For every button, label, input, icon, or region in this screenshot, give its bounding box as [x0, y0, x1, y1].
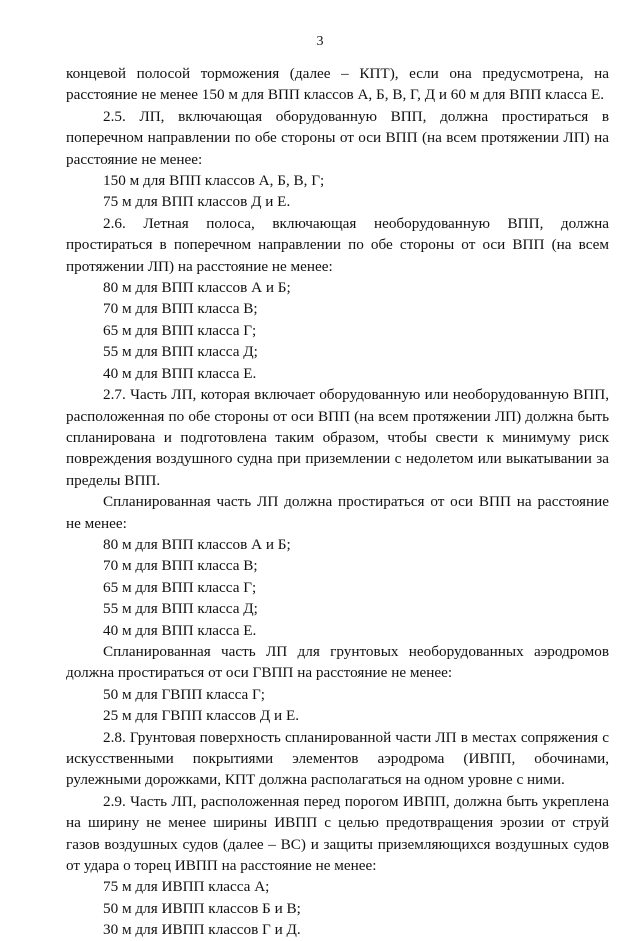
- list-item: 65 м для ВПП класса Г;: [103, 321, 257, 339]
- list-item: 50 м для ИВПП классов Б и В;: [103, 899, 301, 917]
- list-item: 65 м для ВПП класса Г;: [103, 578, 257, 596]
- list-item: 55 м для ВПП класса Д;: [103, 600, 258, 618]
- paragraph-2-7: 2.7. Часть ЛП, которая включает оборудованную или необорудованную ВПП, расположенная по обе стороны от оси ВПП (на всем протяжении ЛП) должна быть спланирована и подготовлена таким образом, чтобы свести к минимуму риск повреждения воздушного судна при приземлении с недолетом или выкатывании за пределы ВПП.: [66, 386, 609, 489]
- paragraph-2-6: 2.6. Летная полоса, включающая необорудованную ВПП, должна простираться в поперечном направлении по обе стороны от оси ВПП (на всем протяжении ЛП) на расстояние не менее:: [66, 214, 609, 275]
- list-item: 30 м для ИВПП классов Г и Д.: [103, 921, 301, 939]
- paragraph-planned: Спланированная часть ЛП должна простираться от оси ВПП на расстояние не менее:: [66, 493, 609, 532]
- list-item: 75 м для ИВПП класса А;: [103, 878, 270, 896]
- list-item: 25 м для ГВПП классов Д и Е.: [103, 707, 300, 725]
- paragraph-2-9: 2.9. Часть ЛП, расположенная перед порогом ИВПП, должна быть укреплена на ширину не менее ширины ИВПП с целью предотвращения эрозии от струй газов воздушных судов (далее – ВС) и защиты приземляющихся воздушных судов от удара о торец ИВПП на расстояние не менее:: [66, 792, 609, 875]
- list-item: 40 м для ВПП класса Е.: [103, 364, 257, 382]
- paragraph-2-8: 2.8. Грунтовая поверхность спланированной части ЛП в местах сопряжения с искусственными покрытиями элементов аэродрома (ИВПП, обочинами, рулежными дорожками, КПТ должна располагаться на одном уровне с ними.: [66, 728, 609, 789]
- list-item: 50 м для ГВПП класса Г;: [103, 685, 266, 703]
- list-item: 150 м для ВПП классов А, Б, В, Г;: [103, 172, 325, 190]
- list-item: 40 м для ВПП класса Е.: [103, 621, 257, 639]
- paragraph-2-5: 2.5. ЛП, включающая оборудованную ВПП, должна простираться в поперечном направлении по обе стороны от оси ВПП (на всем протяжении ЛП) на расстояние не менее:: [66, 107, 609, 168]
- document-body: [66, 63, 609, 941]
- list-item: 80 м для ВПП классов А и Б;: [103, 535, 291, 553]
- list-item: 55 м для ВПП класса Д;: [103, 343, 258, 361]
- list-item: 75 м для ВПП классов Д и Е.: [103, 193, 291, 211]
- page-number: 3: [316, 34, 324, 49]
- list-item: 70 м для ВПП класса В;: [103, 300, 258, 318]
- paragraph-ground: Спланированная часть ЛП для грунтовых необорудованных аэродромов должна простираться от оси ГВПП на расстояние не менее:: [66, 642, 609, 682]
- paragraph-intro: концевой полосой торможения (далее – КПТ), если она предусмотрена, на расстояние не менее 150 м для ВПП классов А, Б, В, Г, Д и 60 м для ВПП класса Е.: [66, 65, 609, 104]
- list-item: 80 м для ВПП классов А и Б;: [103, 279, 291, 297]
- list-item: 70 м для ВПП класса В;: [103, 557, 258, 575]
